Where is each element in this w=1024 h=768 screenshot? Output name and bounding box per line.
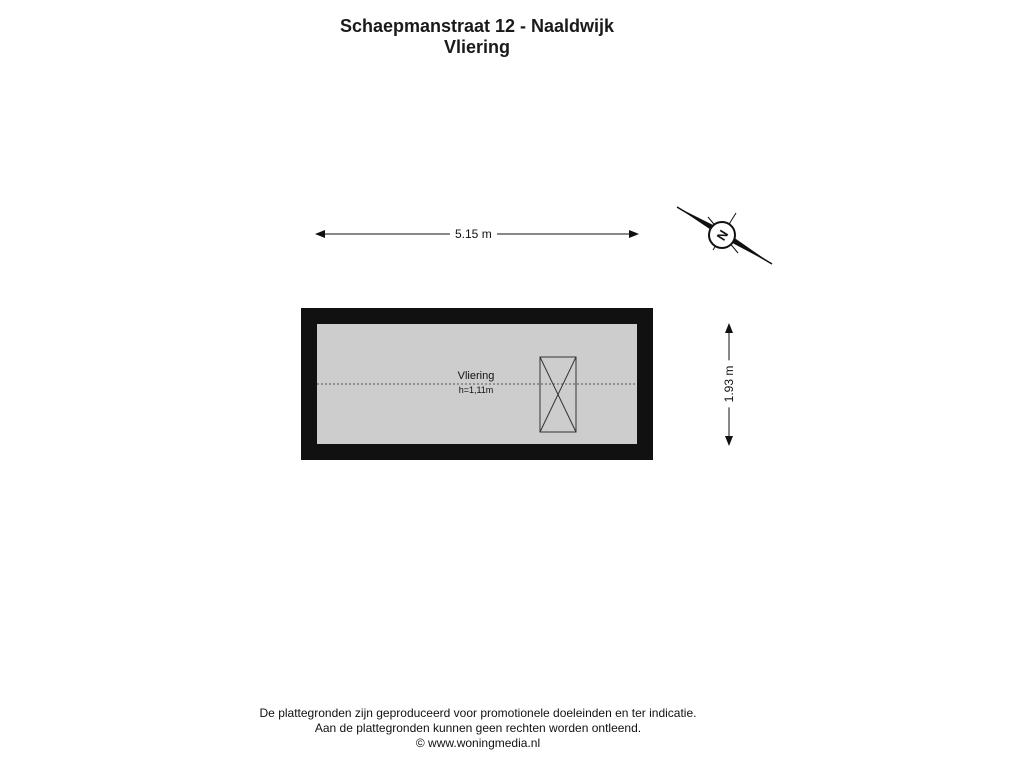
- disclaimer-line-2: Aan de plattegronden kunnen geen rechten worden ontleend.: [314, 721, 642, 735]
- height-dimension-label: 1.93 m: [722, 361, 736, 408]
- disclaimer-footer: [0, 706, 956, 751]
- width-dimension-label: 5.15 m: [450, 227, 497, 241]
- compass-north-icon: [677, 207, 772, 264]
- compass-letter: N: [713, 227, 732, 244]
- address-title: Schaepmanstraat 12 - Naaldwijk: [339, 16, 615, 36]
- room-height-label: h=1,11m: [458, 385, 494, 395]
- room-name-label: Vliering: [457, 370, 495, 382]
- copyright-line: © www.woningmedia.nl: [415, 736, 541, 750]
- floor-title: Vliering: [443, 37, 510, 57]
- disclaimer-line-1: De plattegronden zijn geproduceerd voor promotionele doeleinden en ter indicatie.: [259, 706, 697, 720]
